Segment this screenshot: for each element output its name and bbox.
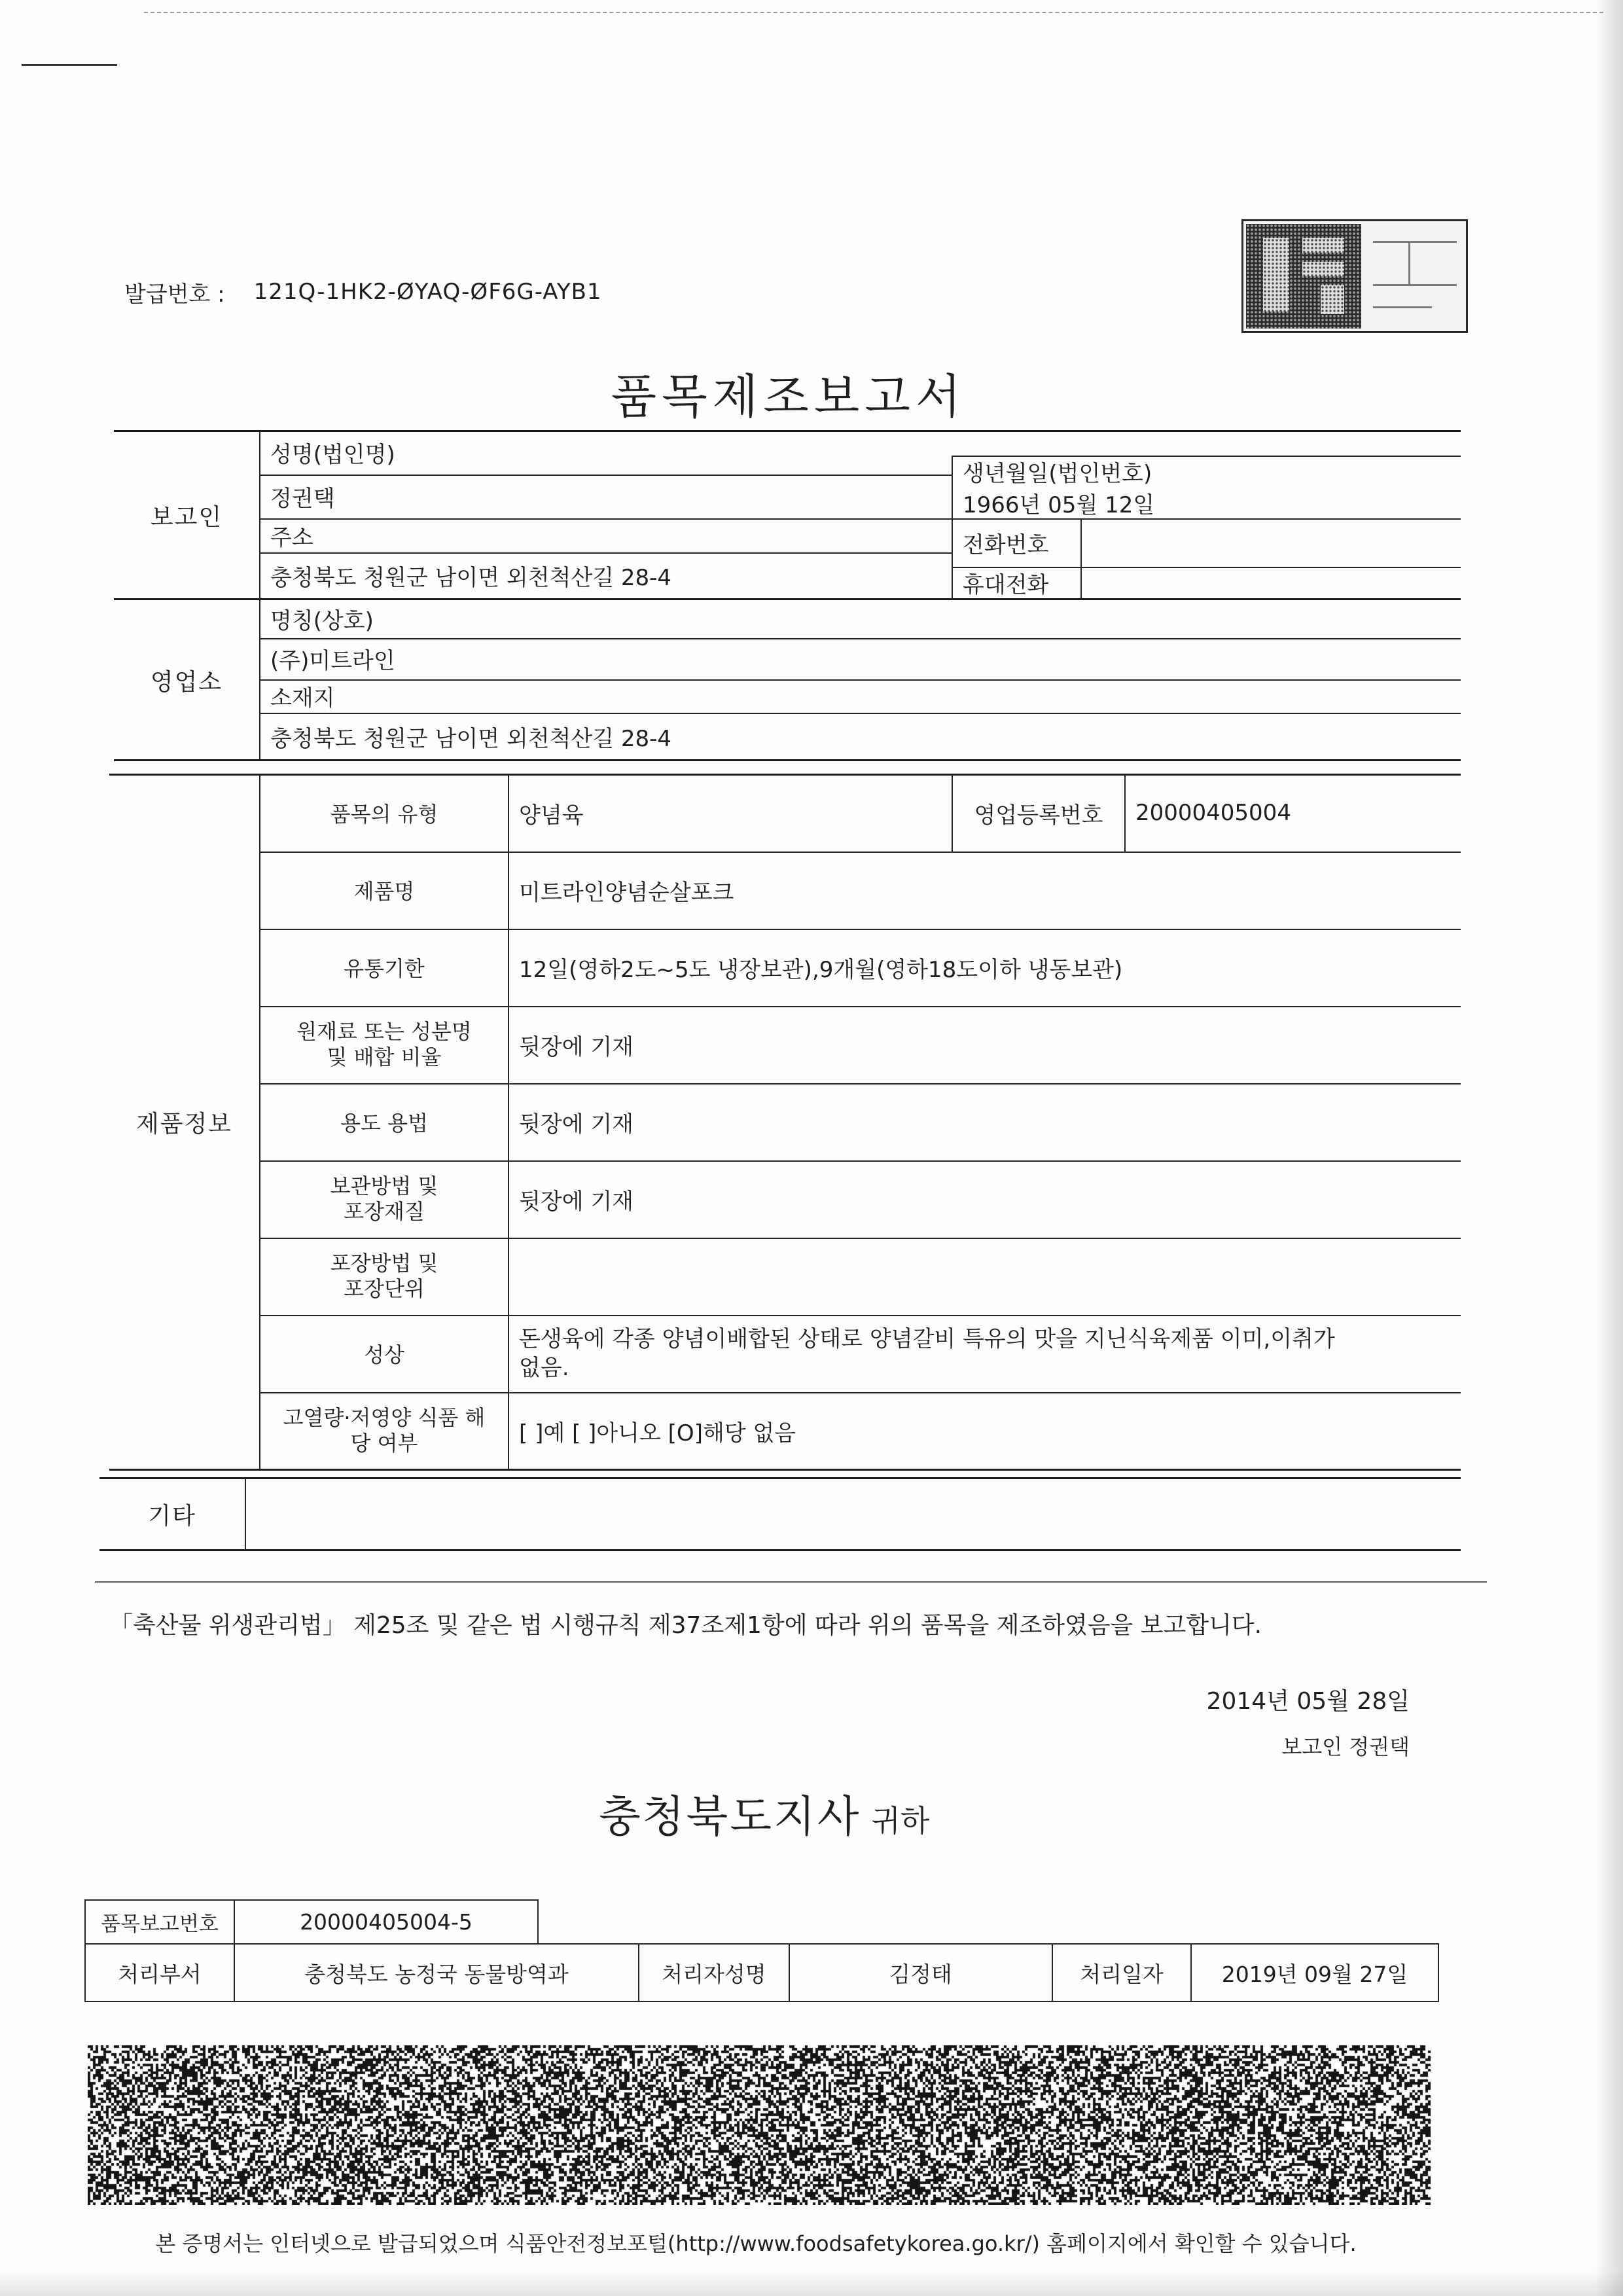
scan-top-dash (144, 12, 1603, 13)
other-bottom-rule (99, 1549, 1461, 1551)
dept-label: 처리부서 (84, 1943, 235, 2002)
shelf-life-label: 유통기한 (344, 956, 425, 981)
scan-mark (22, 64, 117, 66)
addressee (599, 1782, 1122, 1840)
handler-label: 처리자성명 (638, 1943, 790, 2002)
high-calorie: [ ]예 [ ]아니오 [O]해당 없음 (519, 1420, 796, 1446)
seal-rule-vertical (1408, 241, 1410, 284)
product-section-label: 제품정보 (135, 1110, 233, 1138)
packaging-label (260, 1238, 508, 1315)
report-signer: 보고인 정권택 (1281, 1734, 1410, 1759)
registration-label: 영업등록번호 (974, 802, 1103, 829)
addressee-honorific: 귀하 (871, 1803, 930, 1839)
verification-barcode (88, 2045, 1431, 2205)
other-top-rule (99, 1477, 1461, 1479)
product-name-label: 제품명 (353, 879, 415, 904)
other-divider (245, 1478, 246, 1550)
high-calorie-label-line: 당 여부 (350, 1431, 418, 1456)
product-type: 양념육 (519, 802, 584, 829)
issue-number-row (124, 274, 779, 310)
seal-mark-stroke-top (1302, 238, 1344, 253)
seal-rule-middle (1373, 284, 1457, 286)
reporter-name-label: 성명(법인명) (270, 442, 395, 468)
shelf-life: 12일(영하2도~5도 냉장보관),9개월(영하18도이하 냉동보관) (519, 956, 1123, 983)
report-statement: 「축산물 위생관리법」 제25조 및 같은 법 시행규칙 제37조제1항에 따라 위의 품목을 제조하였음을 보고합니다. (109, 1611, 1262, 1639)
reporter-birth: 1966년 05월 12일 (963, 492, 1155, 518)
ingredients: 뒷장에 기재 (519, 1033, 634, 1060)
issue-number: 121Q-1HK2-ØYAQ-ØF6G-AYB1 (253, 279, 602, 305)
other-label: 기타 (148, 1502, 196, 1530)
document-title: 품목제조보고서 (611, 369, 967, 424)
business-section-label: 영업소 (150, 668, 223, 696)
business-location-label: 소재지 (270, 685, 335, 711)
storage: 뒷장에 기재 (519, 1188, 634, 1215)
scan-shadow-bottom (0, 2270, 1623, 2296)
footer-notice: 본 증명서는 인터넷으로 발급되었으며 식품안전정보포털(http://www.foodsafetykorea.go.kr/) 홈페이지에서 확인할 수 있습니다. (155, 2231, 1357, 2256)
issue-number-label: 발급번호 : (124, 281, 225, 308)
registration-number: 20000405004 (1135, 800, 1291, 826)
scan-shadow-right (1594, 0, 1623, 2296)
reporter-section-label: 보고인 (150, 504, 223, 531)
packaging-value-empty (508, 1238, 1461, 1315)
high-calorie-label (260, 1392, 508, 1469)
report-no: 20000405004-5 (234, 1899, 539, 1945)
business-name: (주)미트라인 (270, 648, 395, 674)
ingredients-label-line: 및 배합 비율 (327, 1045, 442, 1069)
appearance-line: 돈생육에 각종 양념이배합된 상태로 양념갈비 특유의 맛을 지닌식육제품 이미,이취가 (519, 1325, 1335, 1352)
packaging-label-line: 포장방법 및 (330, 1250, 438, 1276)
storage-label-line: 보관방법 및 (330, 1173, 438, 1198)
ingredients-label (260, 1006, 508, 1083)
report-no-label: 품목보고번호 (84, 1899, 235, 1945)
product-name: 미트라인양념순살포크 (519, 879, 734, 906)
usage: 뒷장에 기재 (519, 1111, 634, 1138)
seal-mark-stroke-vertical (1263, 238, 1289, 312)
scan-rule (95, 1581, 1487, 1583)
storage-label (260, 1160, 508, 1238)
addressee-name: 충청북도지사 (599, 1791, 861, 1842)
seal-mark-stroke-middle (1302, 262, 1344, 276)
seal-rule-top (1373, 241, 1457, 243)
reporter-address-label: 주소 (270, 524, 313, 551)
report-date: 2014년 05월 28일 (1206, 1687, 1410, 1715)
seal-stamp (1241, 219, 1468, 333)
reporter-phone-label: 전화번호 (963, 531, 1049, 558)
high-calorie-label-line: 고열량·저영양 식품 해 (283, 1405, 486, 1430)
processing-date-label: 처리일자 (1052, 1943, 1192, 2002)
usage-label: 용도 용법 (340, 1111, 428, 1136)
reporter-birth-label: 생년월일(법인번호) (963, 460, 1152, 487)
appearance-label: 성상 (364, 1342, 404, 1367)
business-location: 충청북도 청원군 남이면 외천척산길 28-4 (270, 725, 672, 752)
appearance-line: 없음. (519, 1355, 569, 1381)
reporter-name: 정권택 (270, 486, 335, 512)
packaging-label-line: 포장단위 (344, 1276, 425, 1301)
processing-date: 2019년 09월 27일 (1190, 1943, 1439, 2002)
reporter-address: 충청북도 청원군 남이면 외천척산길 28-4 (270, 565, 672, 591)
seal-rule-bottom (1373, 306, 1432, 308)
product-type-label: 품목의 유형 (330, 802, 438, 827)
reporter-mobile-label: 휴대전화 (963, 572, 1049, 598)
business-name-label: 명칭(상호) (270, 607, 374, 634)
seal-mark-stroke-bottom (1321, 285, 1344, 314)
storage-label-line: 포장재질 (344, 1199, 425, 1224)
appearance (508, 1315, 1461, 1392)
ingredients-label-line: 원재료 또는 성분명 (296, 1018, 472, 1044)
handler: 김정태 (789, 1943, 1053, 2002)
dept: 충청북도 농정국 동물방역과 (234, 1943, 639, 2002)
